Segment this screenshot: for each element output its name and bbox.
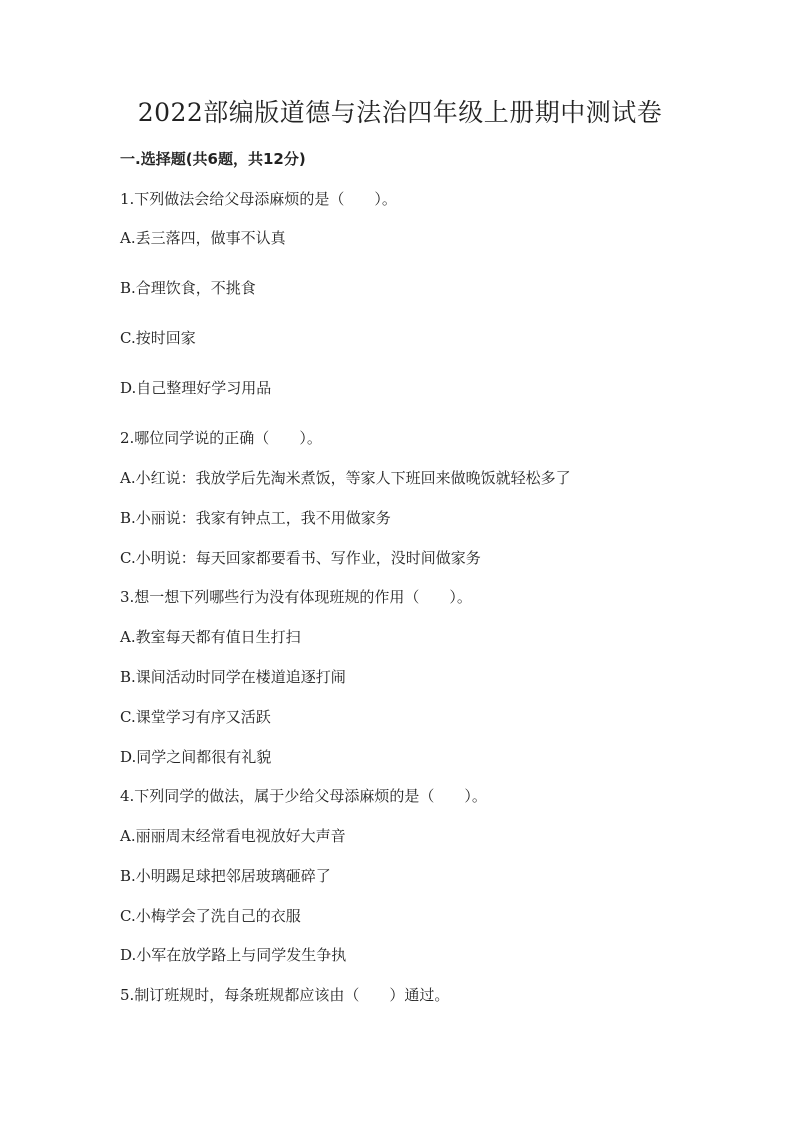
answer-option: A.小红说：我放学后先淘米煮饭，等家人下班回来做晚饭就轻松多了 (120, 469, 571, 487)
answer-option: C.课堂学习有序又活跃 (120, 708, 271, 726)
answer-option: C.小明说：每天回家都要看书、写作业，没时间做家务 (120, 549, 481, 567)
question-stem: 1.下列做法会给父母添麻烦的是（ ）。 (120, 190, 397, 208)
answer-option: C.按时回家 (120, 329, 196, 347)
question-stem: 3.想一想下列哪些行为没有体现班规的作用（ ）。 (120, 588, 472, 606)
answer-option: A.丽丽周末经常看电视放好大声音 (120, 827, 346, 845)
answer-option: B.小明踢足球把邻居玻璃砸碎了 (120, 867, 331, 885)
question-stem: 2.哪位同学说的正确（ ）。 (120, 429, 322, 447)
answer-option: D.自己整理好学习用品 (120, 379, 272, 397)
answer-option: B.合理饮食，不挑食 (120, 279, 256, 297)
answer-option: A.丢三落四，做事不认真 (120, 229, 286, 247)
answer-option: B.小丽说：我家有钟点工，我不用做家务 (120, 509, 391, 527)
answer-option: A.教室每天都有值日生打扫 (120, 628, 301, 646)
answer-option: D.同学之间都很有礼貌 (120, 748, 272, 766)
question-stem: 4.下列同学的做法，属于少给父母添麻烦的是（ ）。 (120, 787, 487, 805)
answer-option: C.小梅学会了洗自己的衣服 (120, 907, 301, 925)
question-stem: 5.制订班规时，每条班规都应该由（ ）通过。 (120, 986, 450, 1004)
answer-option: D.小军在放学路上与同学发生争执 (120, 946, 347, 964)
section-heading: 一.选择题(共6题，共12分) (120, 150, 306, 168)
page-title: 2022部编版道德与法治四年级上册期中测试卷 (137, 98, 663, 127)
answer-option: B.课间活动时同学在楼道追逐打闹 (120, 668, 346, 686)
